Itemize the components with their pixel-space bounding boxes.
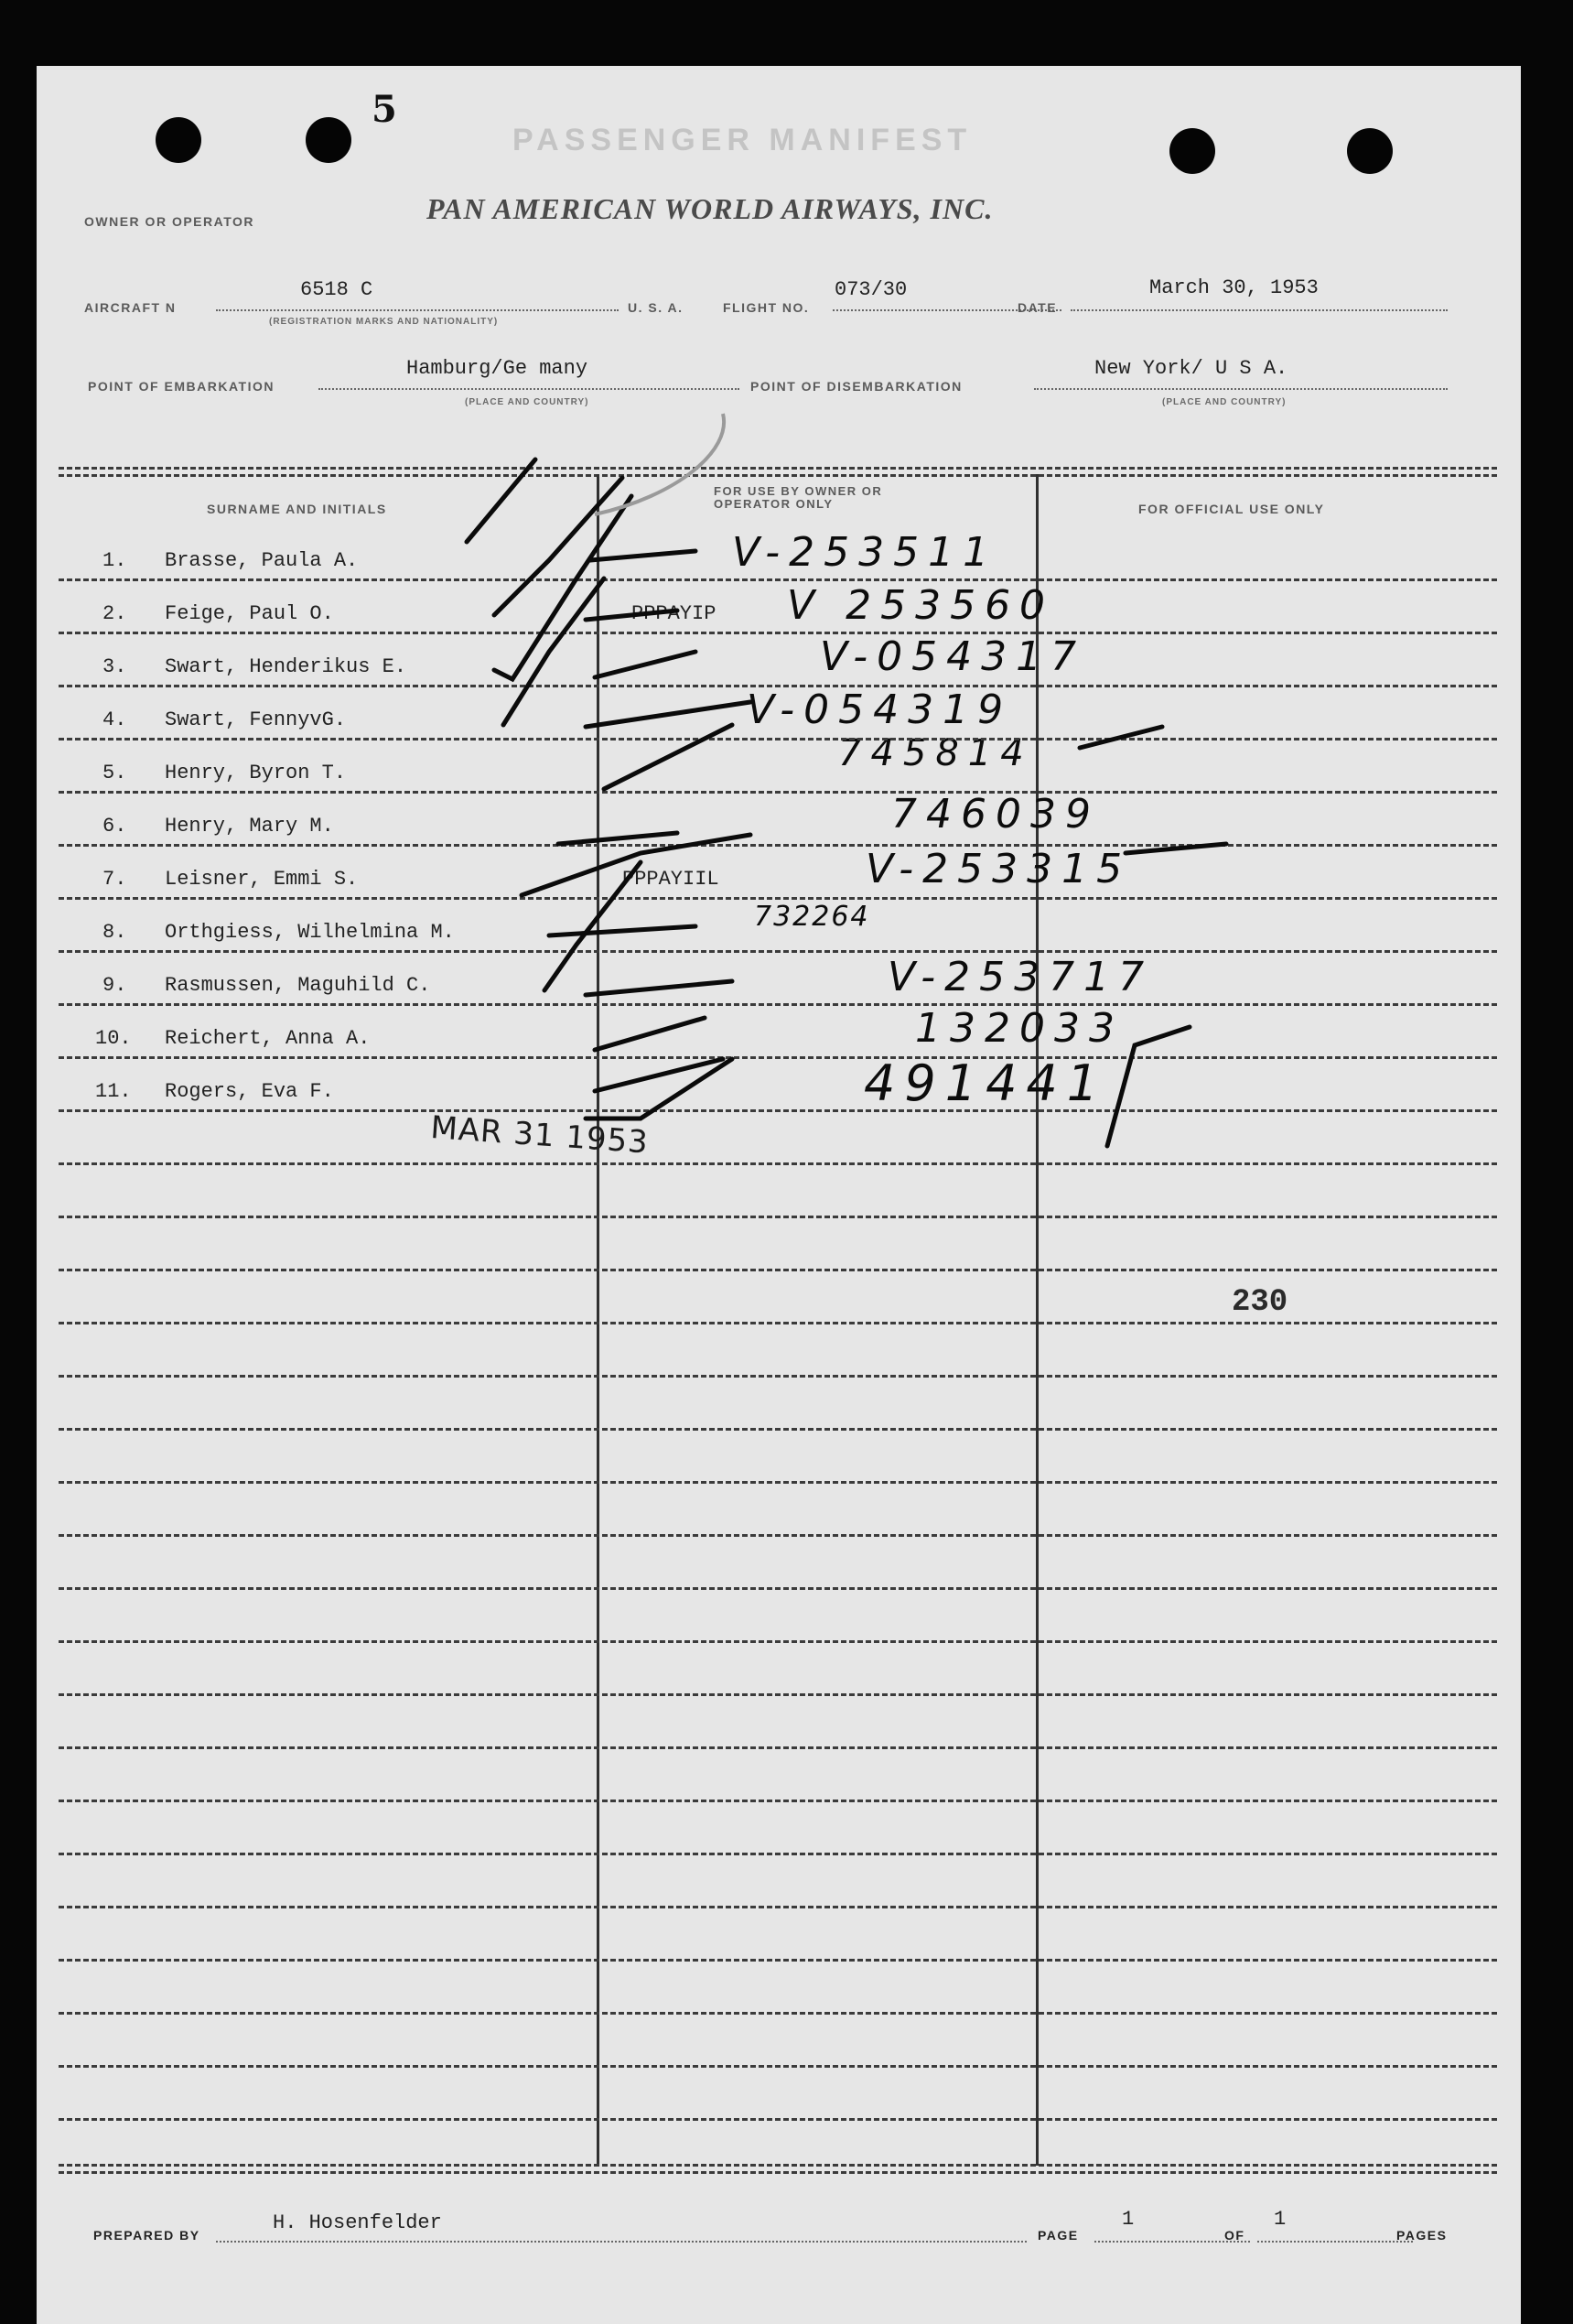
passenger-name: Rasmussen, Maguhild C. bbox=[165, 974, 431, 997]
manifest-sheet bbox=[37, 66, 1521, 2324]
stroke-mark bbox=[1107, 1027, 1190, 1146]
owner-note: PPPAYIIL bbox=[622, 868, 719, 891]
row-rule bbox=[59, 1959, 1497, 1962]
pages-value: 1 bbox=[1274, 2208, 1287, 2231]
flight-value: 073/30 bbox=[835, 278, 908, 301]
date-stamp: MAR 31 1953 bbox=[429, 1109, 651, 1162]
visa-number: V-253717 bbox=[888, 954, 1154, 1000]
check-mark bbox=[467, 459, 535, 542]
visa-number: V-054317 bbox=[820, 633, 1086, 680]
dash-mark bbox=[586, 702, 750, 727]
row-rule bbox=[59, 2065, 1497, 2068]
aircraft-value: 6518 C bbox=[300, 278, 373, 301]
date-label: DATE bbox=[1018, 300, 1058, 315]
visa-number: V-253315 bbox=[866, 846, 1132, 892]
aircraft-sub: (REGISTRATION MARKS AND NATIONALITY) bbox=[269, 317, 499, 327]
of-line bbox=[1257, 2241, 1413, 2243]
check-mark bbox=[494, 496, 631, 679]
row-rule bbox=[59, 1800, 1497, 1802]
passenger-name: Reichert, Anna A. bbox=[165, 1027, 371, 1050]
passenger-name: Rogers, Eva F. bbox=[165, 1080, 334, 1103]
visa-number: 746039 bbox=[891, 791, 1100, 838]
passenger-name: Feige, Paul O. bbox=[165, 602, 334, 625]
dash-mark bbox=[586, 611, 677, 620]
row-number: 7. bbox=[102, 868, 127, 891]
disembark-sub: (PLACE AND COUNTRY) bbox=[1162, 397, 1287, 407]
form-title: PASSENGER MANIFEST bbox=[512, 123, 973, 157]
row-rule bbox=[59, 1534, 1497, 1537]
row-rule bbox=[59, 1906, 1497, 1908]
row-number: 3. bbox=[102, 655, 127, 678]
dash-mark bbox=[1080, 727, 1162, 748]
page-value: 1 bbox=[1122, 2208, 1135, 2231]
dash-mark bbox=[590, 551, 695, 560]
row-rule bbox=[59, 1640, 1497, 1643]
embark-label: POINT OF EMBARKATION bbox=[88, 379, 275, 394]
page-label: PAGE bbox=[1038, 2228, 1079, 2243]
disembark-label: POINT OF DISEMBARKATION bbox=[750, 379, 963, 394]
dash-mark bbox=[558, 833, 677, 844]
row-rule bbox=[59, 1746, 1497, 1749]
row-number: 10. bbox=[95, 1027, 132, 1050]
of-label: OF bbox=[1224, 2228, 1245, 2243]
row-number: 9. bbox=[102, 974, 127, 997]
row-number: 8. bbox=[102, 921, 127, 944]
flight-label: FLIGHT NO. bbox=[723, 300, 810, 315]
check-mark bbox=[503, 578, 604, 725]
passenger-name: Swart, FennyvG. bbox=[165, 708, 347, 731]
row-rule bbox=[59, 1375, 1497, 1378]
row-number: 4. bbox=[102, 708, 127, 731]
column-header-owner: FOR USE BY OWNER OR OPERATOR ONLY bbox=[714, 484, 883, 511]
embark-value: Hamburg/Ge many bbox=[406, 357, 588, 380]
passenger-name: Swart, Henderikus E. bbox=[165, 655, 407, 678]
usa-label: U. S. A. bbox=[628, 300, 684, 315]
table-bottom-rule bbox=[59, 2171, 1497, 2174]
passenger-name: Brasse, Paula A. bbox=[165, 549, 359, 572]
prepared-label: PREPARED BY bbox=[93, 2228, 200, 2243]
row-number: 5. bbox=[102, 762, 127, 784]
corner-stamp: 5 bbox=[372, 88, 397, 131]
pages-label: PAGES bbox=[1396, 2228, 1448, 2243]
owner-note: PPPAYIP bbox=[631, 602, 716, 625]
check-mark bbox=[494, 478, 622, 615]
visa-number: 491441 bbox=[864, 1054, 1108, 1112]
row-rule bbox=[59, 2012, 1497, 2015]
visa-number: V-054319 bbox=[747, 686, 1013, 733]
page-stamp: 230 bbox=[1232, 1285, 1288, 1320]
column-header-name: SURNAME AND INITIALS bbox=[207, 502, 387, 516]
pen-marks bbox=[37, 66, 1521, 1256]
row-rule bbox=[59, 1481, 1497, 1484]
dash-mark bbox=[1126, 844, 1226, 853]
passenger-name: Orthgiess, Wilhelmina M. bbox=[165, 921, 455, 944]
dash-mark bbox=[586, 981, 732, 995]
visa-number: 745814 bbox=[838, 732, 1033, 774]
disembark-value: New York/ U S A. bbox=[1094, 357, 1288, 380]
visa-number: 732264 bbox=[754, 901, 870, 933]
row-rule bbox=[59, 1269, 1497, 1271]
visa-number: V 253560 bbox=[787, 582, 1055, 629]
column-header-official: FOR OFFICIAL USE ONLY bbox=[1138, 502, 1325, 516]
row-number: 1. bbox=[102, 549, 127, 572]
passenger-name: Leisner, Emmi S. bbox=[165, 868, 359, 891]
dash-mark bbox=[595, 652, 695, 677]
embark-sub: (PLACE AND COUNTRY) bbox=[465, 397, 589, 407]
visa-number: 132033 bbox=[915, 1005, 1124, 1052]
dash-mark bbox=[595, 1018, 705, 1050]
row-rule bbox=[59, 2118, 1497, 2121]
table-bottom-rule bbox=[59, 2164, 1497, 2167]
prepared-line bbox=[216, 2241, 1027, 2243]
row-rule bbox=[59, 1587, 1497, 1590]
passenger-name: Henry, Byron T. bbox=[165, 762, 347, 784]
aircraft-label: AIRCRAFT N bbox=[84, 300, 177, 315]
owner-label: OWNER OR OPERATOR bbox=[84, 214, 254, 229]
prepared-value: H. Hosenfelder bbox=[273, 2211, 442, 2234]
row-number: 11. bbox=[95, 1080, 132, 1103]
dash-mark bbox=[604, 725, 732, 789]
row-rule bbox=[59, 1853, 1497, 1855]
row-rule bbox=[59, 1428, 1497, 1431]
visa-number: V-253511 bbox=[732, 529, 998, 576]
company-name: PAN AMERICAN WORLD AIRWAYS, INC. bbox=[426, 192, 994, 225]
passenger-name: Henry, Mary M. bbox=[165, 815, 334, 838]
dash-mark bbox=[549, 926, 695, 935]
row-rule bbox=[59, 1322, 1497, 1324]
row-number: 6. bbox=[102, 815, 127, 838]
row-number: 2. bbox=[102, 602, 127, 625]
pencil-mark bbox=[595, 414, 724, 514]
date-value: March 30, 1953 bbox=[1149, 276, 1319, 299]
row-rule bbox=[59, 1693, 1497, 1696]
